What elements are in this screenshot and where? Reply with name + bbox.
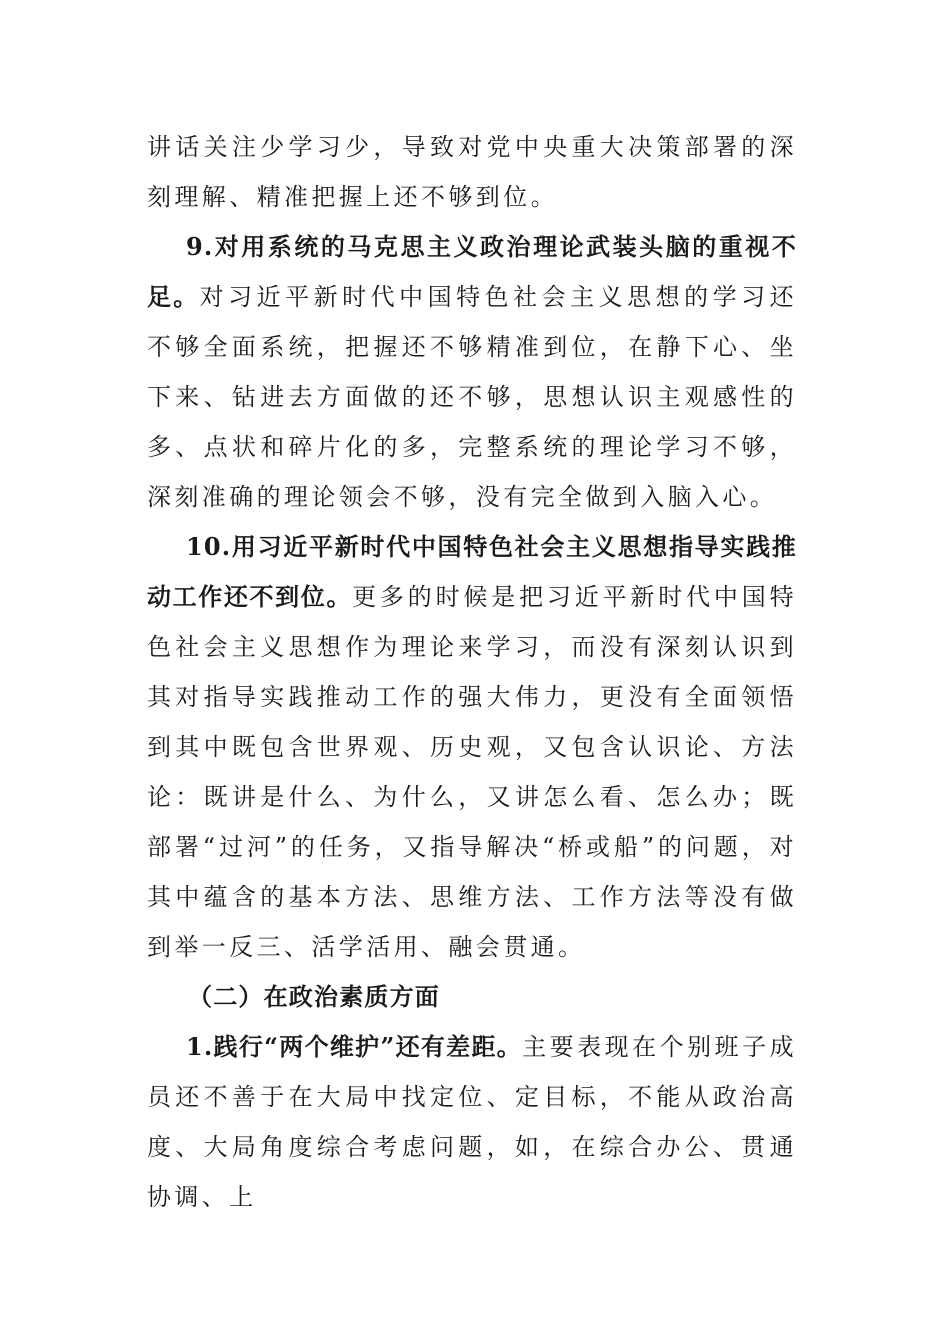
item-9-heading: 9.对用系统的马克思主义政治理论武装头脑的重视不足。 xyxy=(147,232,797,311)
paragraph-item-1 xyxy=(147,1022,797,1222)
item-1-heading: 1.践行“两个维护”还有差距。 xyxy=(186,1032,523,1061)
item-10-text: 更多的时候是把习近平新时代中国特色社会主义思想作为理论来学习，而没有深刻认识到其对指导实践推动工作的强大伟力，更没有全面领悟到其中既包含世界观、历史观，又包含认识论、方法论：既讲是什么、为什么，又讲怎么看、怎么办；既部署“过河”的任务，又指导解决“桥或船”的问题，对其中蕴含的基本方法、思维方法、工作方法等没有做到举一反三、活学活用、融会贯通。 xyxy=(147,583,797,961)
paragraph-item-9 xyxy=(147,222,797,522)
paragraph-item-10 xyxy=(147,522,797,972)
paragraph-text: 讲话关注少学习少，导致对党中央重大决策部署的深刻理解、精准把握上还不够到位。 xyxy=(147,133,797,211)
document-page xyxy=(147,122,797,1222)
item-10-heading: 10.用习近平新时代中国特色社会主义思想指导实践推动工作还不到位。 xyxy=(147,532,797,611)
paragraph-continuation xyxy=(147,122,797,222)
item-9-text: 对习近平新时代中国特色社会主义思想的学习还不够全面系统，把握还不够精准到位，在静下心、坐下来、钻进去方面做的还不够，思想认识主观感性的多、点状和碎片化的多，完整系统的理论学习不够，深刻准确的理论领会不够，没有完全做到入脑入心。 xyxy=(147,283,797,511)
section-heading: （二）在政治素质方面 xyxy=(188,982,440,1011)
item-1-text: 主要表现在个别班子成员还不善于在大局中找定位、定目标，不能从政治高度、大局角度综合考虑问题，如，在综合办公、贯通协调、上 xyxy=(147,1033,798,1211)
